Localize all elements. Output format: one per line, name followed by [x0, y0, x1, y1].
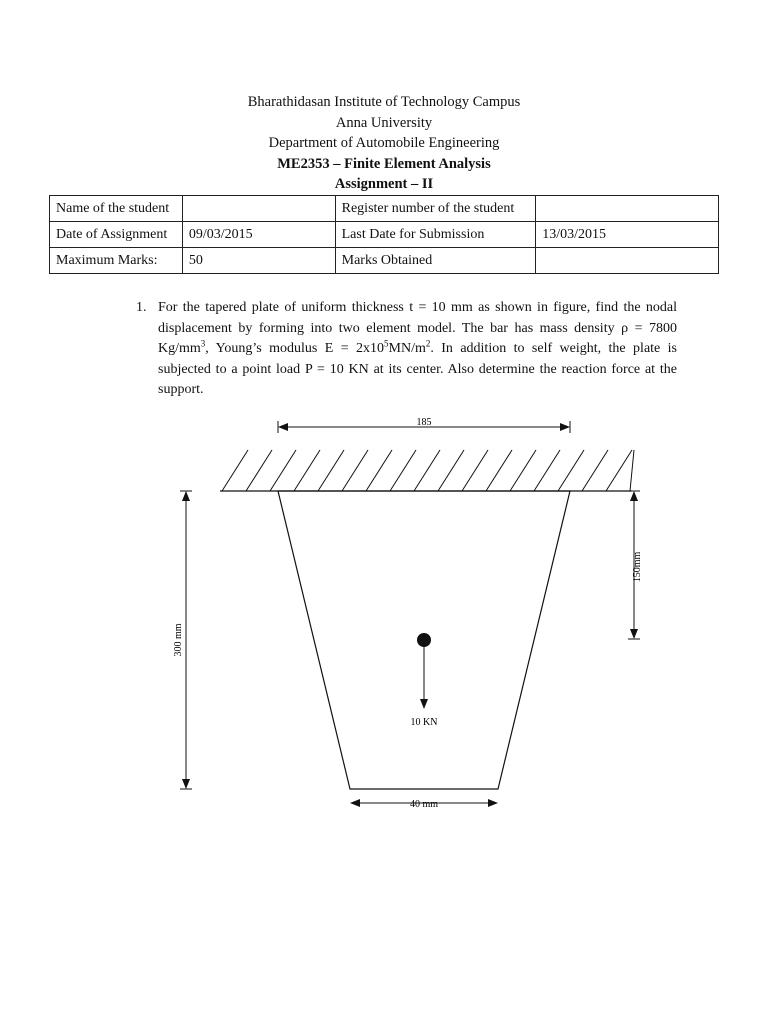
load-point	[417, 633, 431, 647]
university-name: Anna University	[335, 114, 433, 131]
question-text-part: For the tapered plate of uniform thickness t = 10 mm as shown in figure, find the nodal displacement by forming into two element model. The bar has mass density ρ = 7800 Kg/mm	[158, 300, 677, 356]
hatch-line	[558, 450, 584, 491]
mid-height-dimension	[628, 491, 643, 639]
hatch-line	[606, 450, 632, 491]
table-cell: Last Date for Submission	[335, 222, 536, 248]
load-label: 10 KN	[410, 717, 438, 728]
fixed-support	[220, 450, 634, 491]
hatch-line	[342, 450, 368, 491]
superscript: 2	[425, 338, 431, 349]
hatch-line	[438, 450, 464, 491]
table-cell: 09/03/2015	[182, 222, 335, 248]
question-text-part: , Young’s modulus E = 2x10	[205, 341, 385, 356]
hatch-line	[294, 450, 320, 491]
hatch-line	[582, 450, 608, 491]
bottom-width-label: 40 mm	[409, 799, 439, 810]
top-width-label: 185	[416, 417, 432, 428]
table-cell: Date of Assignment	[50, 222, 183, 248]
hatch-line	[270, 450, 296, 491]
top-width-dimension	[278, 417, 570, 433]
hatch-line	[366, 450, 392, 491]
point-load	[411, 633, 438, 728]
assignment-title: Assignment – II	[334, 176, 434, 192]
institute-name: Bharathidasan Institute of Technology Campus	[247, 94, 521, 110]
hatch-line	[486, 450, 512, 491]
hatch-line	[462, 450, 488, 491]
question-number: 1.	[136, 300, 147, 315]
table-cell: Register number of the student	[335, 196, 536, 222]
course-title: ME2353 – Finite Element Analysis	[277, 155, 491, 172]
hatch-line	[630, 450, 634, 491]
support-hatching	[222, 450, 634, 491]
height-label: 300 mm	[173, 623, 184, 657]
superscript: 5	[384, 338, 389, 349]
table-cell: 50	[182, 248, 335, 274]
hatch-line	[534, 450, 560, 491]
question-text-part: MN/m	[388, 341, 426, 356]
mid-height-label: 150mm	[632, 551, 643, 583]
table-cell: Maximum Marks:	[50, 248, 183, 274]
hatch-line	[414, 450, 440, 491]
hatch-line	[390, 450, 416, 491]
hatch-line	[318, 450, 344, 491]
superscript: 3	[200, 338, 206, 349]
height-dimension	[173, 491, 192, 789]
hatch-line	[246, 450, 272, 491]
table-cell: Name of the student	[50, 196, 183, 222]
table-cell: 13/03/2015	[536, 222, 719, 248]
department-name: Department of Automobile Engineering	[268, 135, 500, 151]
bottom-width-dimension	[351, 799, 497, 810]
table-cell: Marks Obtained	[335, 248, 536, 274]
question-text-part: . In addition to self weight, the plate is subjected to a point load P = 10 KN at its center. Also determine the reaction force at the support.	[158, 341, 678, 397]
hatch-line	[510, 450, 536, 491]
hatch-line	[222, 450, 248, 491]
